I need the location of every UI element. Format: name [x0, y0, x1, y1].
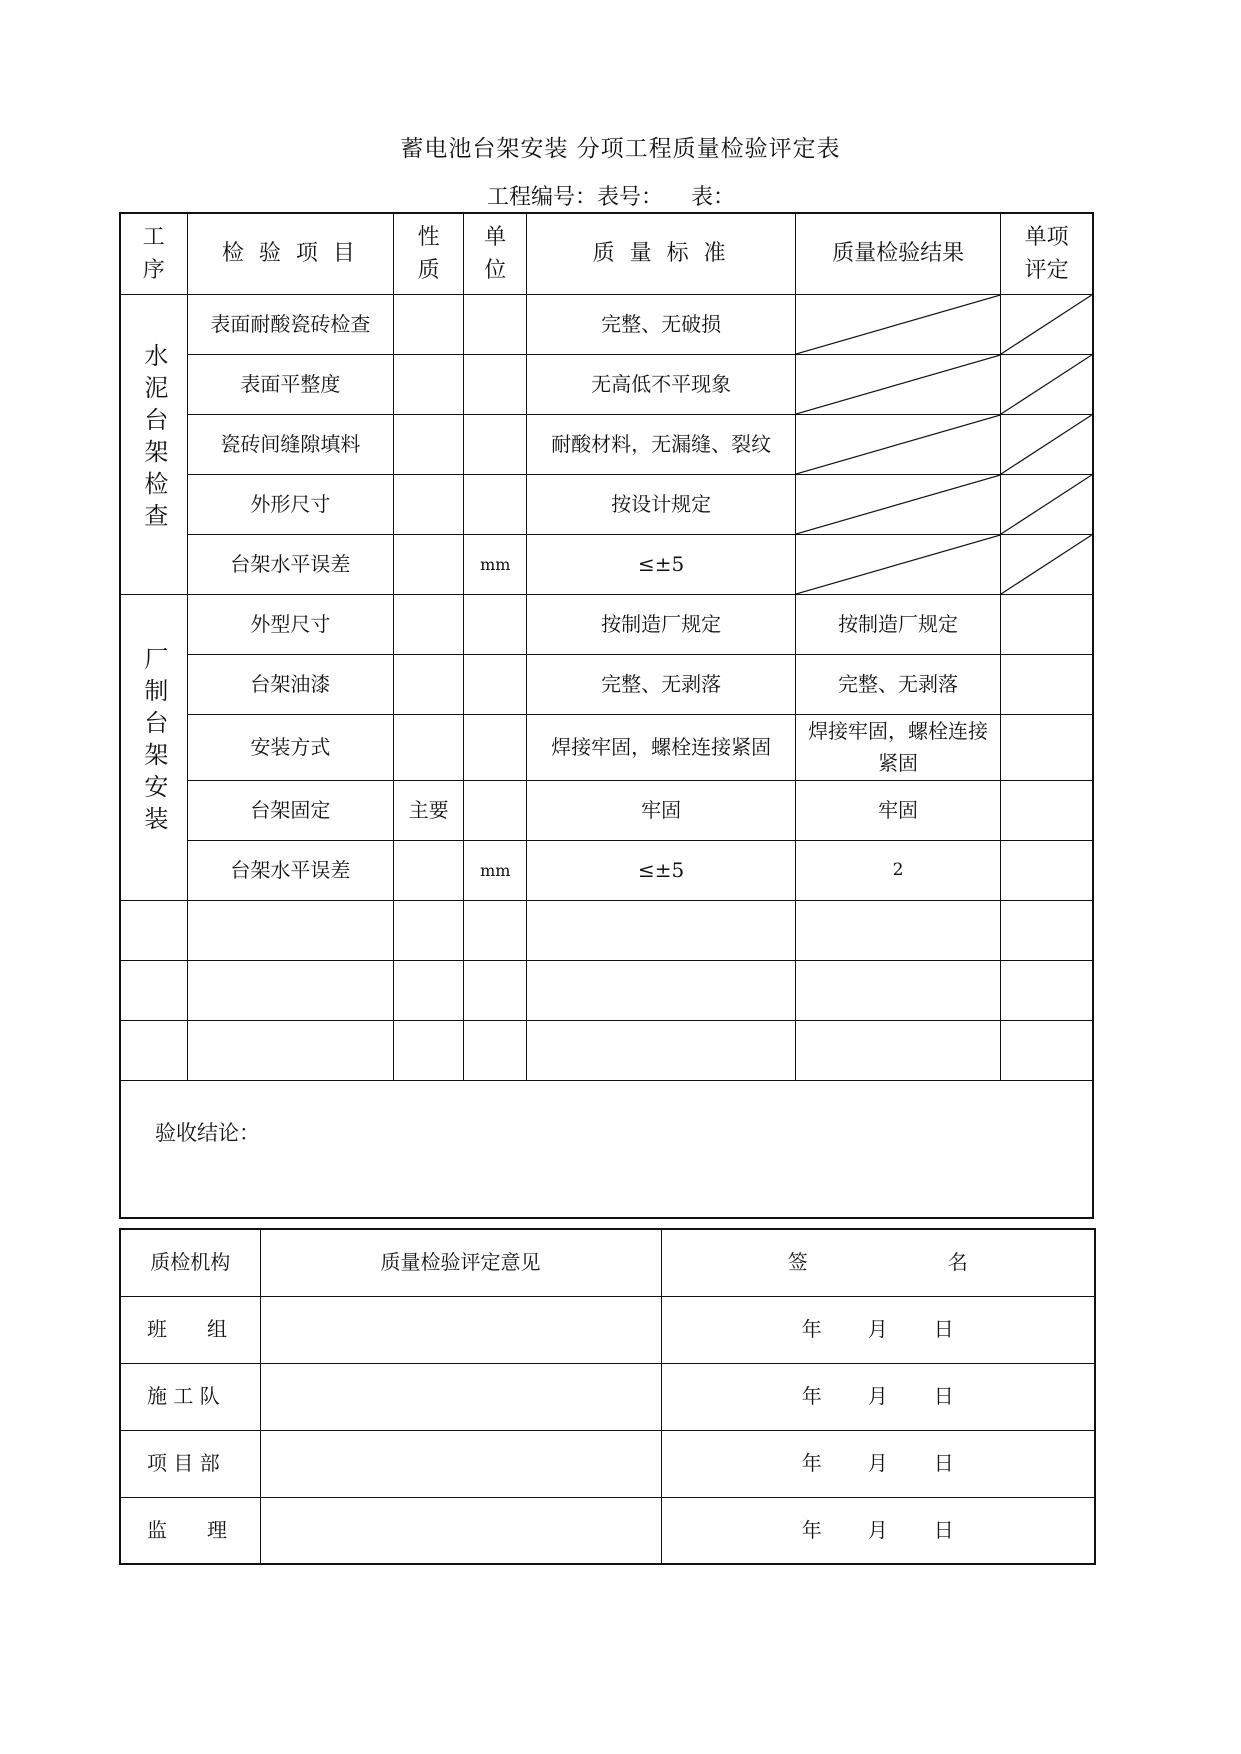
- unit-cell: [464, 294, 527, 354]
- result-cell-slashed: [795, 414, 1000, 474]
- unit-cell: [464, 414, 527, 474]
- signoff-opinion: [260, 1430, 661, 1497]
- result-cell: 2: [795, 840, 1000, 900]
- table-row: [120, 594, 1093, 654]
- result-cell-slashed: [795, 474, 1000, 534]
- table-row: [120, 474, 1093, 534]
- item-cell: 外形尺寸: [187, 474, 393, 534]
- table-row: [120, 534, 1093, 594]
- standard-cell: 耐酸材料，无漏缝、裂纹: [527, 414, 796, 474]
- standard-cell: 完整、无剥落: [527, 654, 796, 714]
- signoff-header-org: 质检机构: [120, 1229, 260, 1296]
- result-cell-slashed: [795, 354, 1000, 414]
- signoff-header-row: [120, 1229, 1095, 1296]
- table-row: [120, 354, 1093, 414]
- nature-cell: [394, 534, 464, 594]
- table-row: [120, 414, 1093, 474]
- header-nature: 性质: [394, 213, 464, 294]
- signoff-opinion: [260, 1363, 661, 1430]
- group-label-factory: 厂制台架安装: [120, 594, 187, 900]
- item-cell: 台架水平误差: [187, 534, 393, 594]
- item-cell: 表面耐酸瓷砖检查: [187, 294, 393, 354]
- table-row: [120, 714, 1093, 780]
- standard-cell: ≤±5: [527, 534, 796, 594]
- standard-cell: 完整、无破损: [527, 294, 796, 354]
- result-cell: 按制造厂规定: [795, 594, 1000, 654]
- rating-cell-slashed: [1001, 534, 1093, 594]
- signoff-date: 年 月 日: [661, 1296, 1095, 1363]
- unit-cell: [464, 474, 527, 534]
- nature-cell: [394, 594, 464, 654]
- unit-cell: mm: [464, 840, 527, 900]
- signoff-date: 年 月 日: [661, 1497, 1095, 1564]
- inspection-table: [119, 212, 1094, 1219]
- header-unit: 单位: [464, 213, 527, 294]
- signoff-org: 项 目 部: [120, 1430, 260, 1497]
- signoff-row: [120, 1296, 1095, 1363]
- table-row: [120, 654, 1093, 714]
- empty-row: [120, 1020, 1093, 1080]
- unit-cell: [464, 654, 527, 714]
- signoff-opinion: [260, 1296, 661, 1363]
- item-cell: 台架固定: [187, 780, 393, 840]
- nature-cell: [394, 840, 464, 900]
- signoff-date: 年 月 日: [661, 1430, 1095, 1497]
- standard-cell: 按制造厂规定: [527, 594, 796, 654]
- signoff-table: [119, 1228, 1096, 1565]
- table-header-row: [120, 213, 1093, 294]
- nature-cell: [394, 654, 464, 714]
- signoff-org: 班 组: [120, 1296, 260, 1363]
- signoff-row: [120, 1363, 1095, 1430]
- signoff-row: [120, 1430, 1095, 1497]
- unit-cell: [464, 780, 527, 840]
- item-cell: 瓷砖间缝隙填料: [187, 414, 393, 474]
- table-row: [120, 294, 1093, 354]
- nature-cell: [394, 414, 464, 474]
- result-cell-slashed: [795, 294, 1000, 354]
- item-cell: 安装方式: [187, 714, 393, 780]
- group-label-cement: 水泥台架检查: [120, 294, 187, 594]
- unit-cell: mm: [464, 534, 527, 594]
- nature-cell: [394, 714, 464, 780]
- standard-cell: 无高低不平现象: [527, 354, 796, 414]
- rating-cell-slashed: [1001, 414, 1093, 474]
- standard-cell: 牢固: [527, 780, 796, 840]
- document-title: 蓄电池台架安装 分项工程质量检验评定表: [400, 136, 841, 162]
- result-cell: 焊接牢固，螺栓连接紧固: [795, 714, 1000, 780]
- rating-cell: [1001, 594, 1093, 654]
- rating-cell: [1001, 654, 1093, 714]
- nature-cell: [394, 354, 464, 414]
- result-cell: 完整、无剥落: [795, 654, 1000, 714]
- nature-cell: [394, 294, 464, 354]
- signoff-header-opinion: 质量检验评定意见: [260, 1229, 661, 1296]
- result-cell-slashed: [795, 534, 1000, 594]
- header-item: 检 验 项 目: [187, 213, 393, 294]
- header-rating: 单项评定: [1001, 213, 1093, 294]
- rating-cell-slashed: [1001, 354, 1093, 414]
- rating-cell-slashed: [1001, 294, 1093, 354]
- header-standard: 质 量 标 准: [527, 213, 796, 294]
- table-row: [120, 780, 1093, 840]
- header-process: 工序: [120, 213, 187, 294]
- signoff-header-sign: 签 名: [661, 1229, 1095, 1296]
- signoff-org: 监 理: [120, 1497, 260, 1564]
- nature-cell: 主要: [394, 780, 464, 840]
- result-cell: 牢固: [795, 780, 1000, 840]
- signoff-opinion: [260, 1497, 661, 1564]
- item-cell: 表面平整度: [187, 354, 393, 414]
- rating-cell: [1001, 780, 1093, 840]
- signoff-date: 年 月 日: [661, 1363, 1095, 1430]
- item-cell: 台架水平误差: [187, 840, 393, 900]
- nature-cell: [394, 474, 464, 534]
- unit-cell: [464, 354, 527, 414]
- conclusion-label: 验收结论：: [120, 1080, 1093, 1218]
- standard-cell: 按设计规定: [527, 474, 796, 534]
- signoff-row: [120, 1497, 1095, 1564]
- item-cell: 台架油漆: [187, 654, 393, 714]
- table-row: [120, 840, 1093, 900]
- empty-row: [120, 900, 1093, 960]
- unit-cell: [464, 714, 527, 780]
- rating-cell: [1001, 840, 1093, 900]
- signoff-org: 施 工 队: [120, 1363, 260, 1430]
- empty-row: [120, 960, 1093, 1020]
- rating-cell: [1001, 714, 1093, 780]
- unit-cell: [464, 594, 527, 654]
- standard-cell: 焊接牢固，螺栓连接紧固: [527, 714, 796, 780]
- standard-cell: ≤±5: [527, 840, 796, 900]
- header-result: 质量检验结果: [795, 213, 1000, 294]
- document-subtitle: 工程编号：表号： 表：: [487, 185, 735, 210]
- item-cell: 外型尺寸: [187, 594, 393, 654]
- rating-cell-slashed: [1001, 474, 1093, 534]
- conclusion-row: [120, 1080, 1093, 1218]
